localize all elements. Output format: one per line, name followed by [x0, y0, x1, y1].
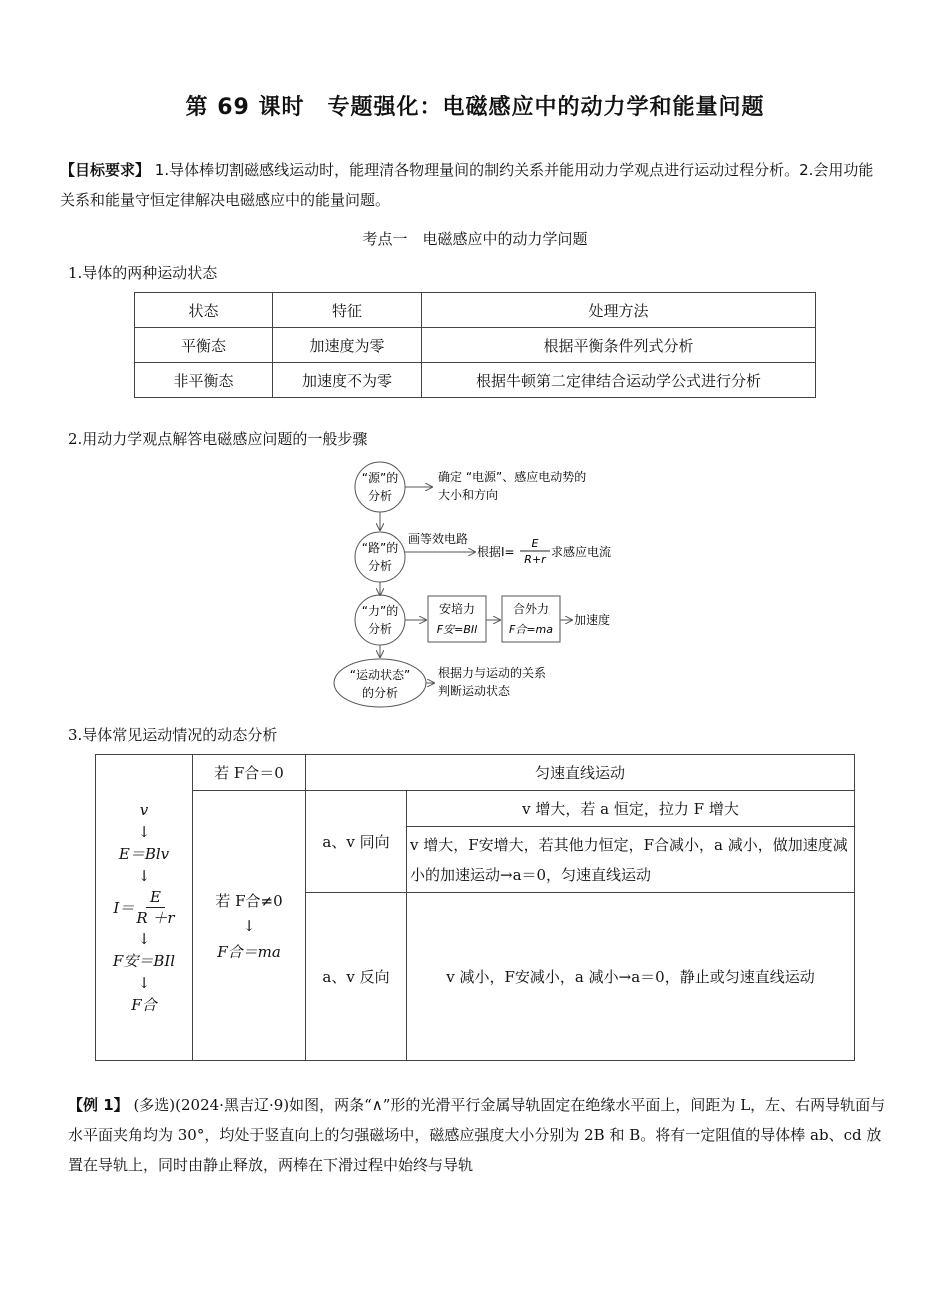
analysis-flowchart: [330, 455, 650, 715]
header-method: 处理方法: [422, 293, 816, 328]
path-desc-prefix: 根据I=: [477, 545, 515, 559]
motion-label-1: “运动状态”: [349, 668, 411, 682]
goal-requirements: [60, 155, 880, 215]
header-state: 状态: [135, 293, 273, 328]
table-row: [135, 328, 816, 363]
source-label-1: “源”的: [361, 471, 399, 485]
motion-state-table: [134, 292, 816, 398]
fraction-denominator: R+r: [524, 553, 546, 566]
cell: 加速度为零: [273, 328, 422, 363]
uniform-motion: 匀速直线运动: [306, 755, 855, 791]
dynamic-analysis-table: [95, 754, 855, 1061]
force-label-1: “力”的: [361, 604, 399, 618]
newton-law: F合＝ma: [217, 942, 281, 961]
page-title: 第 69 课时 专题强化：电磁感应中的动力学和能量问题: [185, 95, 765, 120]
motion-label-2: 的分析: [361, 686, 399, 700]
chain-frac-num: E: [146, 887, 165, 908]
motion-desc-2: 判断运动状态: [438, 684, 511, 698]
source-desc-1: 确定 “电源”、感应电动势的: [438, 470, 587, 484]
example-1: [68, 1090, 888, 1180]
same-direction: a、v 同向: [306, 791, 407, 893]
table-header-row: [135, 293, 816, 328]
path-label-1: “路”的: [361, 541, 399, 555]
opposite-direction: a、v 反向: [306, 893, 407, 1061]
cell: 根据牛顿第二定律结合运动学公式进行分析: [422, 363, 816, 398]
arrow-down: ↓: [242, 916, 256, 935]
same-dir-case-b: v 增大，F安增大，若其他力恒定，F合减小，a 减小，做加速度减小的加速运动→a＝0，匀速直线运动: [407, 827, 855, 893]
force-label-2: 分析: [367, 622, 393, 636]
path-arrow-label: 画等效电路: [408, 532, 469, 546]
goal-text: 1.导体棒切割磁感线运动时，能理清各物理量间的制约关系并能用动力学观点进行运动过程分析。2.会用功能关系和能量守恒定律解决电磁感应中的能量问题。: [60, 161, 874, 209]
cell: 非平衡态: [135, 363, 273, 398]
cond-nonzero: 若 F合≠0: [215, 891, 283, 910]
chain-arrow: ↓: [137, 823, 151, 841]
accel-label: 加速度: [574, 613, 611, 627]
cell: 加速度不为零: [273, 363, 422, 398]
force-circle: [355, 595, 405, 645]
goal-label: 【目标要求】: [60, 161, 151, 179]
table-row: [135, 363, 816, 398]
path-desc-suffix: 求感应电流: [551, 545, 612, 559]
ampere-formula: F安=BIl: [436, 623, 478, 636]
causal-chain-cell: [96, 755, 193, 1061]
opp-dir-case: v 减小，F安减小，a 减小→a＝0，静止或匀速直线运动: [407, 893, 855, 1061]
motion-desc-1: 根据力与运动的关系: [438, 666, 547, 680]
chain-v: v: [139, 801, 149, 819]
net-force-formula: F合=ma: [509, 623, 553, 636]
path-label-2: 分析: [367, 559, 393, 573]
path-circle: [355, 532, 405, 582]
cond-zero: 若 F合＝0: [193, 755, 306, 791]
section2-heading: 2.用动力学观点解答电磁感应问题的一般步骤: [68, 430, 368, 448]
example-label: 【例 1】: [68, 1096, 129, 1114]
chain-emf: E＝Blv: [118, 845, 170, 863]
source-label-2: 分析: [367, 489, 393, 503]
source-desc-2: 大小和方向: [438, 488, 499, 502]
cell: 根据平衡条件列式分析: [422, 328, 816, 363]
chain-net: F合: [131, 996, 157, 1014]
chain-frac-den: R ＋r: [136, 909, 175, 927]
header-feature: 特征: [273, 293, 422, 328]
ampere-title: 安培力: [438, 602, 476, 616]
chain-current: I＝: [113, 898, 135, 917]
cell: 平衡态: [135, 328, 273, 363]
chain-ampere: F安＝BIl: [112, 952, 176, 970]
topic1-title: 考点一 电磁感应中的动力学问题: [362, 230, 588, 248]
section3-heading: 3.导体常见运动情况的动态分析: [68, 726, 278, 744]
same-dir-case-a: v 增大，若 a 恒定，拉力 F 增大: [407, 791, 855, 827]
chain-arrow: ↓: [137, 974, 151, 992]
fraction-numerator: E: [531, 537, 539, 550]
source-circle: [355, 462, 405, 512]
chain-arrow: ↓: [137, 930, 151, 948]
cond-nonzero-cell: [193, 791, 306, 1061]
section1-heading: 1.导体的两种运动状态: [68, 264, 218, 282]
net-force-title: 合外力: [512, 602, 550, 616]
example-text: (多选)(2024·黑吉辽·9)如图，两条“∧”形的光滑平行金属导轨固定在绝缘水平面上，间距为 L，左、右两导轨面与水平面夹角均为 30°，均处于竖直向上的匀强磁场中，磁感应强度大小分别为 2B 和 B。将有一定阻值的导体棒 ab、cd 放置在导轨上，同时由静止释放，两棒在下滑过程中始终与导轨: [68, 1096, 886, 1174]
chain-arrow: ↓: [137, 867, 151, 885]
